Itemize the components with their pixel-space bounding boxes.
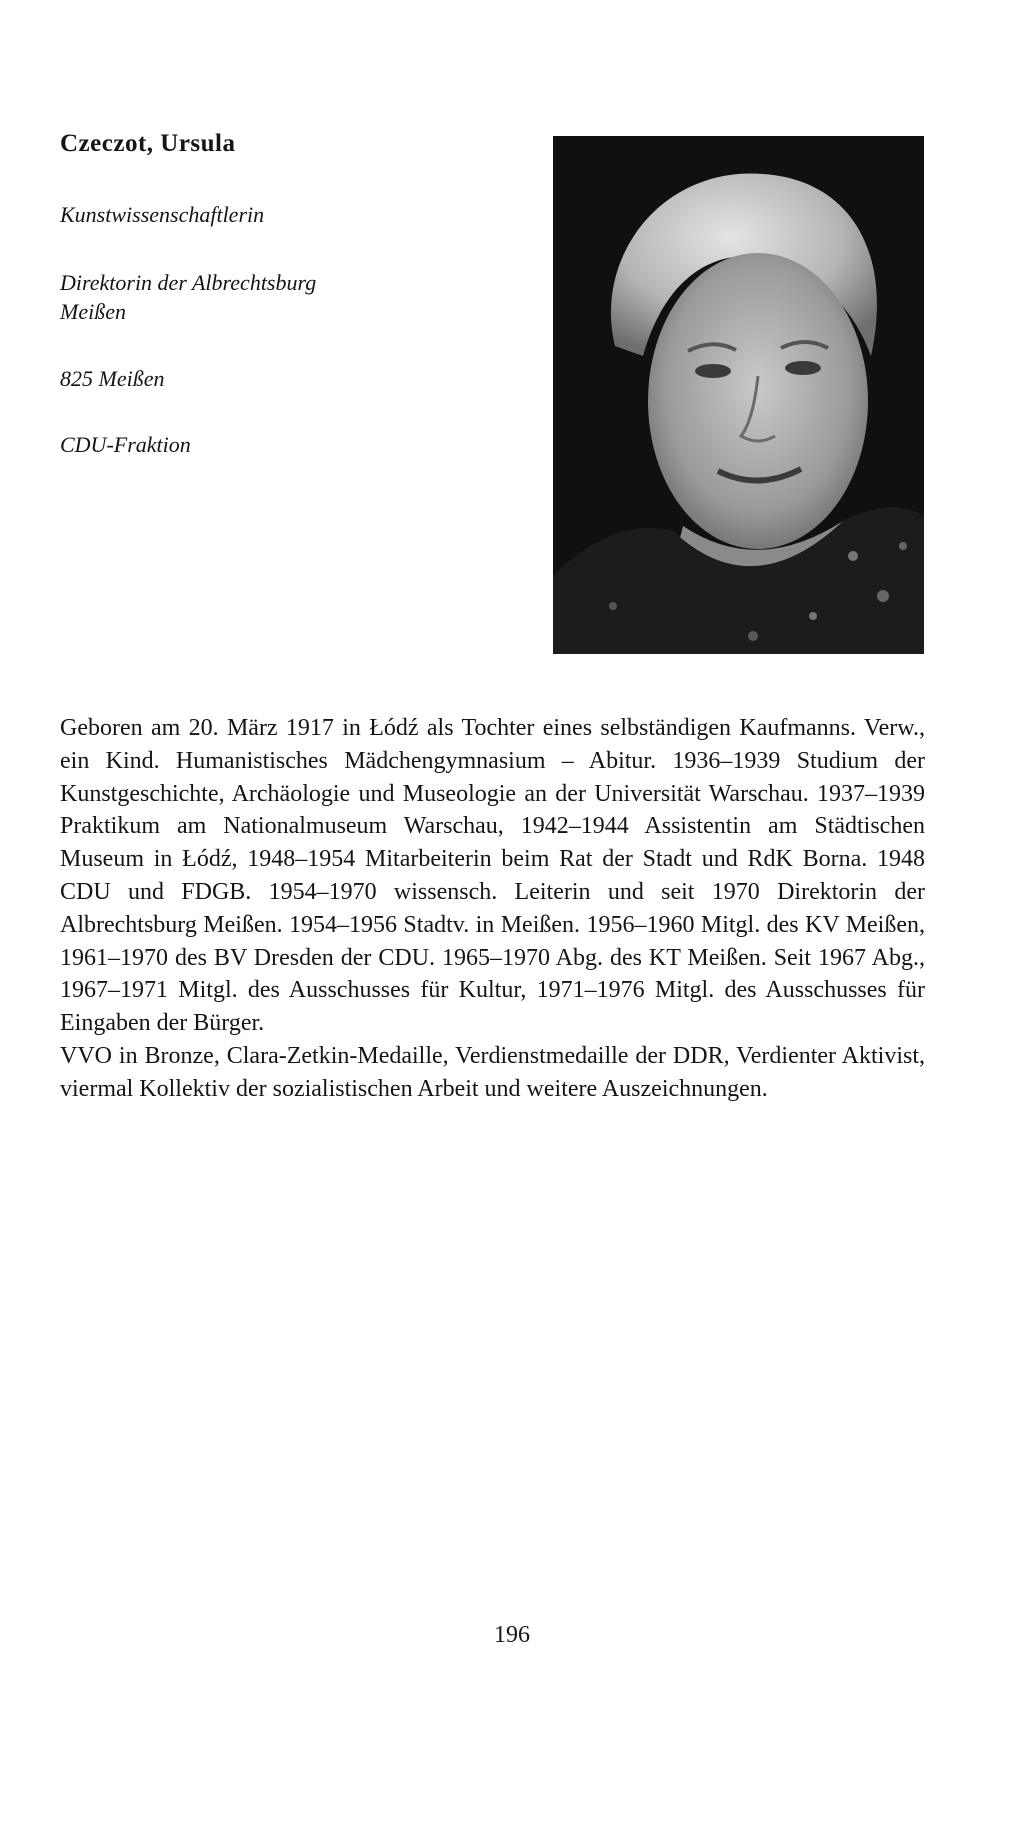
- entry-name: Czeczot, Ursula: [60, 130, 236, 157]
- faction: CDU-Fraktion: [60, 432, 191, 457]
- position-line-2: Meißen: [60, 299, 126, 324]
- portrait-photo: [553, 136, 924, 654]
- position-line-1: Direktorin der Albrechtsburg: [60, 270, 317, 295]
- address: 825 Meißen: [60, 366, 165, 391]
- position: [60, 268, 316, 326]
- bio-paragraph: Geboren am 20. März 1917 in Łódź als Tochter eines selbständigen Kaufmanns. Verw., ein Kind. Humanistisches Mädchengymnasium – Abitur. 1936–1939 Studium der Kunstgeschichte, Archäologie und Museologie an der Universität Warschau. 1937–1939 Praktikum am Nationalmuseum Warschau, 1942–1944 Assistentin am Städtischen Museum in Łódź, 1948–1954 Mitarbeiterin beim Rat der Stadt und RdK Borna. 1948 CDU und FDGB. 1954–1970 wissensch. Leiterin und seit 1970 Direktorin der Albrechtsburg Meißen. 1954–1956 Stadtv. in Meißen. 1956–1960 Mitgl. des KV Meißen, 1961–1970 des BV Dresden der CDU. 1965–1970 Abg. des KT Meißen. Seit 1967 Abg., 1967–1971 Mitgl. des Ausschusses für Kultur, 1971–1976 Mitgl. des Ausschusses für Eingaben der Bürger.: [60, 715, 925, 1037]
- page-number: 196: [494, 1622, 530, 1648]
- profession: Kunstwissenschaftlerin: [60, 202, 265, 227]
- biography: [60, 712, 925, 1106]
- bio-awards-paragraph: VVO in Bronze, Clara-Zetkin-Medaille, Verdienstmedaille der DDR, Verdienter Aktivist, viermal Kollektiv der sozialistischen Arbeit und weitere Auszeichnungen.: [60, 1042, 925, 1102]
